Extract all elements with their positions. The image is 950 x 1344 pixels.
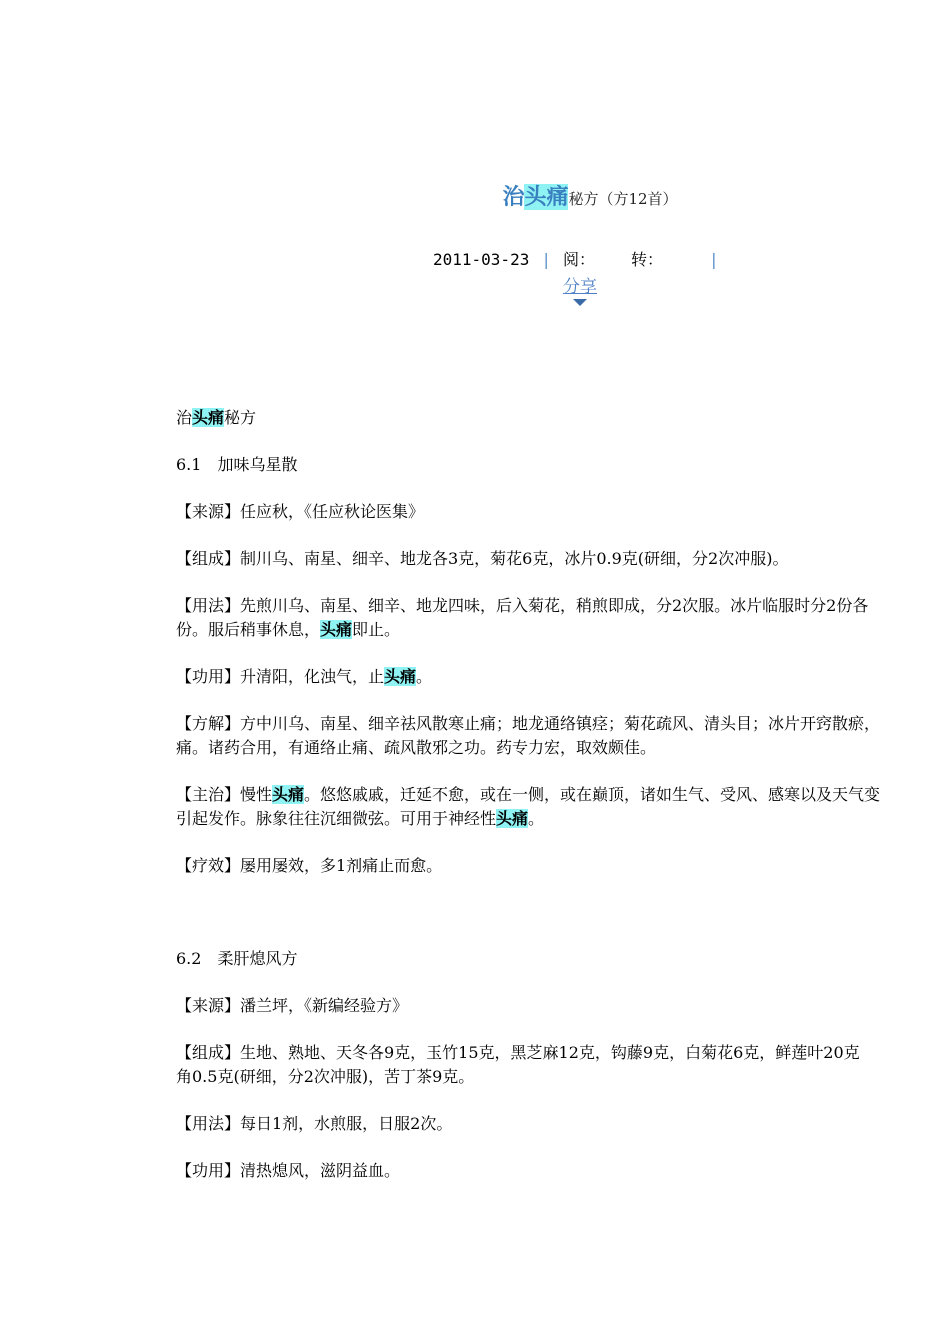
title-highlight: 头痛 xyxy=(524,184,569,210)
section-title: 6.2 柔肝熄风方 xyxy=(176,949,298,968)
source-line: 【来源】潘兰坪，《新编经验方》 xyxy=(176,996,409,1015)
usage-line: 【用法】每日1剂，水煎服，日服2次。 xyxy=(176,1114,453,1133)
read-count-label: 阅： xyxy=(562,250,595,269)
indication-paragraph: 【主治】慢性头痛。悠悠戚戚，迁延不愈，或在一侧，或在巅顶，诸如生气、受风、感寒以及天气变 引起发作。脉象往往沉细微弦。可用于神经性头痛。 xyxy=(176,785,881,828)
title-subtitle: 秘方（方12首） xyxy=(568,190,678,208)
page-title xyxy=(0,180,950,211)
title-pre: 治 xyxy=(502,184,525,210)
separator: | xyxy=(541,250,551,269)
composition-paragraph: 【组成】生地、熟地、天冬各9克，玉竹15克，黑芝麻12克，钩藤9克，白菊花6克，鲜莲叶20克 角0.5克(研细，分2次冲服)，苦丁茶9克。 xyxy=(176,1043,860,1086)
article-body xyxy=(176,406,950,1206)
meta-bar xyxy=(433,247,731,270)
separator: | xyxy=(709,250,719,269)
function-line: 【功用】清热熄风，滋阴益血。 xyxy=(176,1161,401,1180)
caret-down-icon xyxy=(573,299,587,306)
source-line: 【来源】任应秋，《任应秋论医集》 xyxy=(176,502,425,521)
function-line: 【功用】升清阳，化浊气，止头痛。 xyxy=(176,667,433,686)
explanation-paragraph: 【方解】方中川乌、南星、细辛祛风散寒止痛；地龙通络镇痉；菊花疏风、清头目；冰片开窍散瘀， 痛。诸药合用，有通络止痛、疏风散邪之功。药专力宏，取效颇佳。 xyxy=(176,714,881,757)
share-label: 分享 xyxy=(563,277,597,297)
article-heading: 治头痛秘方 xyxy=(176,408,257,427)
post-date: 2011-03-23 xyxy=(433,250,530,269)
title-main xyxy=(502,184,568,210)
section-title: 6.1 加味乌星散 xyxy=(176,455,298,474)
composition-line: 【组成】制川乌、南星、细辛、地龙各3克，菊花6克，冰片0.9克(研细，分2次冲服)。 xyxy=(176,549,789,568)
usage-paragraph: 【用法】先煎川乌、南星、细辛、地龙四味，后入菊花，稍煎即成，分2次服。冰片临服时分2份各 份。服后稍事休息，头痛即止。 xyxy=(176,596,869,639)
spacer xyxy=(176,901,950,947)
efficacy-line: 【疗效】屡用屡效，多1剂痛止而愈。 xyxy=(176,856,443,875)
forward-count-label: 转： xyxy=(630,250,663,269)
share-button[interactable] xyxy=(563,272,597,306)
